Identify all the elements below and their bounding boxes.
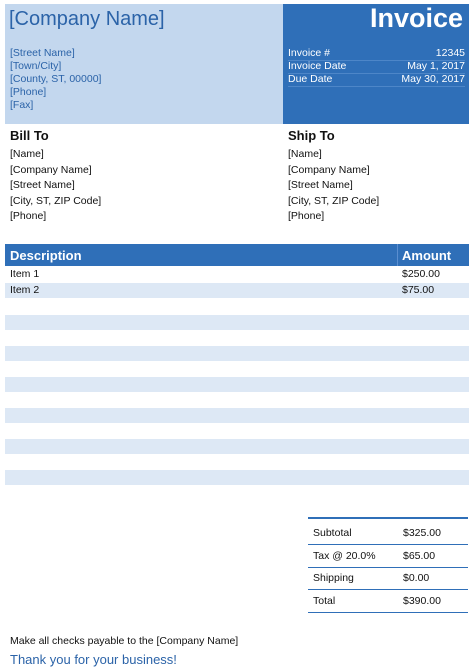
- table-row: [5, 439, 469, 454]
- subtotal-row: [308, 522, 468, 545]
- ship-to-company: [Company Name]: [288, 164, 370, 176]
- table-row: [5, 346, 469, 361]
- company-name: [Company Name]: [9, 8, 165, 30]
- address-phone: [Phone]: [10, 86, 47, 98]
- address-county: [County, ST, 00000]: [10, 73, 102, 85]
- invoice-number-label: Invoice #: [288, 47, 331, 59]
- ship-to-phone: [Phone]: [288, 210, 325, 222]
- totals-top-rule: [308, 517, 468, 519]
- tax-label: Tax @ 20.0%: [313, 550, 376, 562]
- subtotal-value: $325.00: [403, 527, 441, 539]
- table-row: [5, 393, 469, 408]
- table-row: [5, 267, 469, 282]
- invoice-date-value: May 1, 2017: [407, 60, 465, 72]
- table-row: [5, 299, 469, 314]
- address-town: [Town/City]: [10, 60, 62, 72]
- bill-to-heading: Bill To: [10, 128, 49, 143]
- row-description: Item 1: [10, 268, 40, 280]
- amount-column-header: Amount: [402, 248, 452, 263]
- tax-row: [308, 545, 468, 568]
- row-description: Item 2: [10, 284, 40, 296]
- address-street: [Street Name]: [10, 47, 75, 59]
- total-label: Total: [313, 595, 336, 607]
- table-row: [5, 315, 469, 330]
- table-row: [5, 283, 469, 298]
- due-date-label: Due Date: [288, 73, 333, 85]
- shipping-label: Shipping: [313, 572, 354, 584]
- table-row: [5, 377, 469, 392]
- items-table-header: [5, 244, 469, 266]
- total-value: $390.00: [403, 595, 441, 607]
- total-row: [308, 590, 468, 613]
- row-amount: $250.00: [402, 268, 440, 280]
- bill-to-name: [Name]: [10, 148, 44, 160]
- ship-to-heading: Ship To: [288, 128, 335, 143]
- description-column-header: Description: [10, 248, 82, 263]
- table-row: [5, 424, 469, 439]
- subtotal-label: Subtotal: [313, 527, 352, 539]
- bill-to-phone: [Phone]: [10, 210, 47, 222]
- bill-to-city: [City, ST, ZIP Code]: [10, 195, 102, 207]
- table-row: [5, 331, 469, 346]
- invoice-number-value: 12345: [435, 47, 465, 59]
- tax-value: $65.00: [403, 550, 436, 562]
- due-date-row: [288, 73, 465, 87]
- column-divider: [397, 244, 398, 266]
- table-row: [5, 470, 469, 485]
- ship-to-city: [City, ST, ZIP Code]: [288, 195, 380, 207]
- table-row: [5, 408, 469, 423]
- ship-to-street: [Street Name]: [288, 179, 353, 191]
- checks-payable-note: Make all checks payable to the [Company Name]: [10, 635, 239, 647]
- table-row: [5, 455, 469, 470]
- ship-to-name: [Name]: [288, 148, 322, 160]
- address-fax: [Fax]: [10, 99, 34, 111]
- row-amount: $75.00: [402, 284, 435, 296]
- due-date-value: May 30, 2017: [401, 73, 465, 85]
- bill-to-street: [Street Name]: [10, 179, 75, 191]
- invoice-date-row: [288, 60, 465, 74]
- table-row: [5, 362, 469, 377]
- bill-to-company: [Company Name]: [10, 164, 92, 176]
- invoice-number-row: [288, 47, 465, 61]
- thank-you-message: Thank you for your business!: [10, 652, 177, 667]
- invoice-title: Invoice: [369, 3, 463, 33]
- shipping-value: $0.00: [403, 572, 430, 584]
- invoice-date-label: Invoice Date: [288, 60, 347, 72]
- shipping-row: [308, 567, 468, 590]
